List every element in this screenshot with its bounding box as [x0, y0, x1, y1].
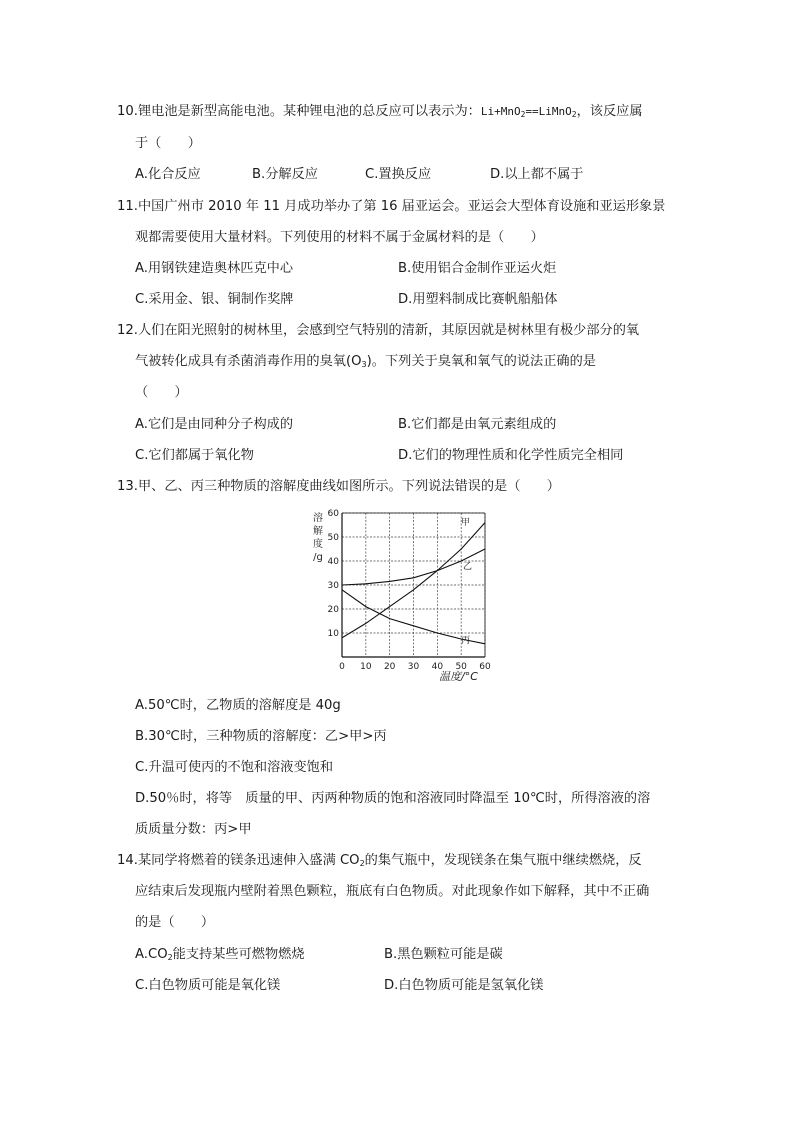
x-tick-label: 10 [360, 662, 372, 672]
x-tick-label: 50 [455, 662, 467, 672]
q12-stem-line2: 气被转化成具有杀菌消毒作用的臭氧$(O_3)$。下列关于臭氧和氧气的说法正确的是 [135, 354, 596, 369]
q11-stem-line2: 观都需要使用大量材料。下列使用的材料不属于金属材料的是（ ） [135, 230, 544, 245]
q13-option-a[interactable]: A.50℃时，乙物质的溶解度是 40g [135, 698, 341, 713]
q10-option-a[interactable]: A.化合反应 [135, 167, 201, 182]
chart-y-ticks [328, 509, 340, 639]
q14-option-a[interactable]: $A.CO_2$能支持某些可燃物燃烧 [135, 947, 305, 962]
solubility-chart [311, 505, 503, 683]
series-label-2: 乙 [463, 562, 473, 572]
q11-option-b[interactable]: B.使用铝合金制作亚运火炬 [398, 261, 557, 276]
q14-option-b[interactable]: B.黑色颗粒可能是碳 [384, 947, 503, 962]
q10-option-d[interactable]: D.以上都不属于 [490, 167, 584, 182]
q12-option-d[interactable]: D.它们的物理性质和化学性质完全相同 [398, 448, 624, 463]
chart-series-labels [461, 517, 472, 646]
y-axis-label-char: 溶 [313, 513, 323, 524]
q13-option-d-continued: 质质量分数：丙>甲 [135, 822, 252, 837]
q10-text-a: 10.锂电池是新型高能电池。某种锂电池的总反应可以表示为： [117, 104, 481, 119]
chart-y-axis-label [313, 511, 323, 563]
q12-option-c[interactable]: C.它们都属于氧化物 [135, 448, 254, 463]
q11-option-a[interactable]: A.用钢铁建造奥林匹克中心 [135, 261, 294, 276]
q13-option-d[interactable]: D.50％时，将等 质量的甲、丙两种物质的饱和溶液同时降温至 10℃时，所得溶液的溶 [135, 791, 651, 806]
x-tick-label: 60 [479, 662, 491, 672]
x-tick-label: 40 [431, 662, 444, 672]
q11-option-d[interactable]: D.用塑料制成比赛帆船船体 [398, 292, 558, 307]
q10-formula-a: Li+MnO$_2$==LiMnO$_2$ [480, 105, 577, 119]
q11-option-c[interactable]: C.采用金、银、铜制作奖牌 [135, 292, 294, 307]
y-tick-label: 30 [327, 581, 339, 591]
q14-option-d[interactable]: D.白色物质可能是氢氧化镁 [384, 978, 544, 993]
y-axis-label-char: 解 [313, 526, 323, 537]
y-axis-label-char: /g [313, 552, 323, 563]
q14-stem-line3: 的是（ ） [135, 915, 215, 930]
q12-option-a[interactable]: A.它们是由同种分子构成的 [135, 417, 294, 432]
q11-stem-line1: 11.中国广州市 2010 年 11 月成功举办了第 16 届亚运会。亚运会大型体育设施和亚运形象景 [117, 199, 666, 214]
series-label-3: 丙 [461, 636, 471, 646]
q13-option-b[interactable]: B.30℃时，三种物质的溶解度：乙>甲>丙 [135, 729, 387, 744]
q13-option-c[interactable]: C.升温可使丙的不饱和溶液变饱和 [135, 760, 334, 775]
q12-stem-line1: 12.人们在阳光照射的树林里，会感到空气特别的清新，其原因就是树林里有极少部分的氧 [117, 323, 640, 338]
q10-text-b: ，该反应属 [576, 104, 643, 119]
q12-stem-line3: （ ） [135, 385, 188, 400]
y-tick-label: 60 [327, 509, 339, 519]
q14-option-c[interactable]: C.白色物质可能是氧化镁 [135, 978, 281, 993]
q12-option-b[interactable]: B.它们都是由氧元素组成的 [398, 417, 557, 432]
q10-option-c[interactable]: C.置换反应 [365, 167, 432, 182]
y-tick-label: 40 [327, 557, 339, 567]
q10-option-b[interactable]: B.分解反应 [252, 167, 318, 182]
q13-stem-line1: 13.甲、乙、丙三种物质的溶解度曲线如图所示。下列说法错误的是（ ） [117, 479, 560, 494]
q10-stem-line1 [117, 103, 643, 124]
series-label-1: 甲 [461, 518, 471, 528]
q10-stem-line2: 于（ ） [135, 136, 201, 151]
x-tick-label: 20 [383, 662, 396, 672]
y-tick-label: 50 [327, 533, 339, 543]
x-tick-label: 0 [339, 662, 345, 672]
y-tick-label: 20 [327, 605, 339, 615]
q14-stem-line1: 14.某同学将燃着的镁条迅速伸入盛满 $CO_2$的集气瓶中，发现镁条在集气瓶中继续燃烧，反 [117, 853, 642, 868]
y-axis-label-char: 度 [313, 539, 323, 550]
y-tick-label: 10 [327, 629, 339, 639]
q14-stem-line2: 应结束后发现瓶内壁附着黑色颗粒，瓶底有白色物质。对此现象作如下解释，其中不正确 [135, 884, 650, 899]
chart-x-axis-label: 温度/°C [439, 670, 478, 683]
x-tick-label: 30 [407, 662, 420, 672]
